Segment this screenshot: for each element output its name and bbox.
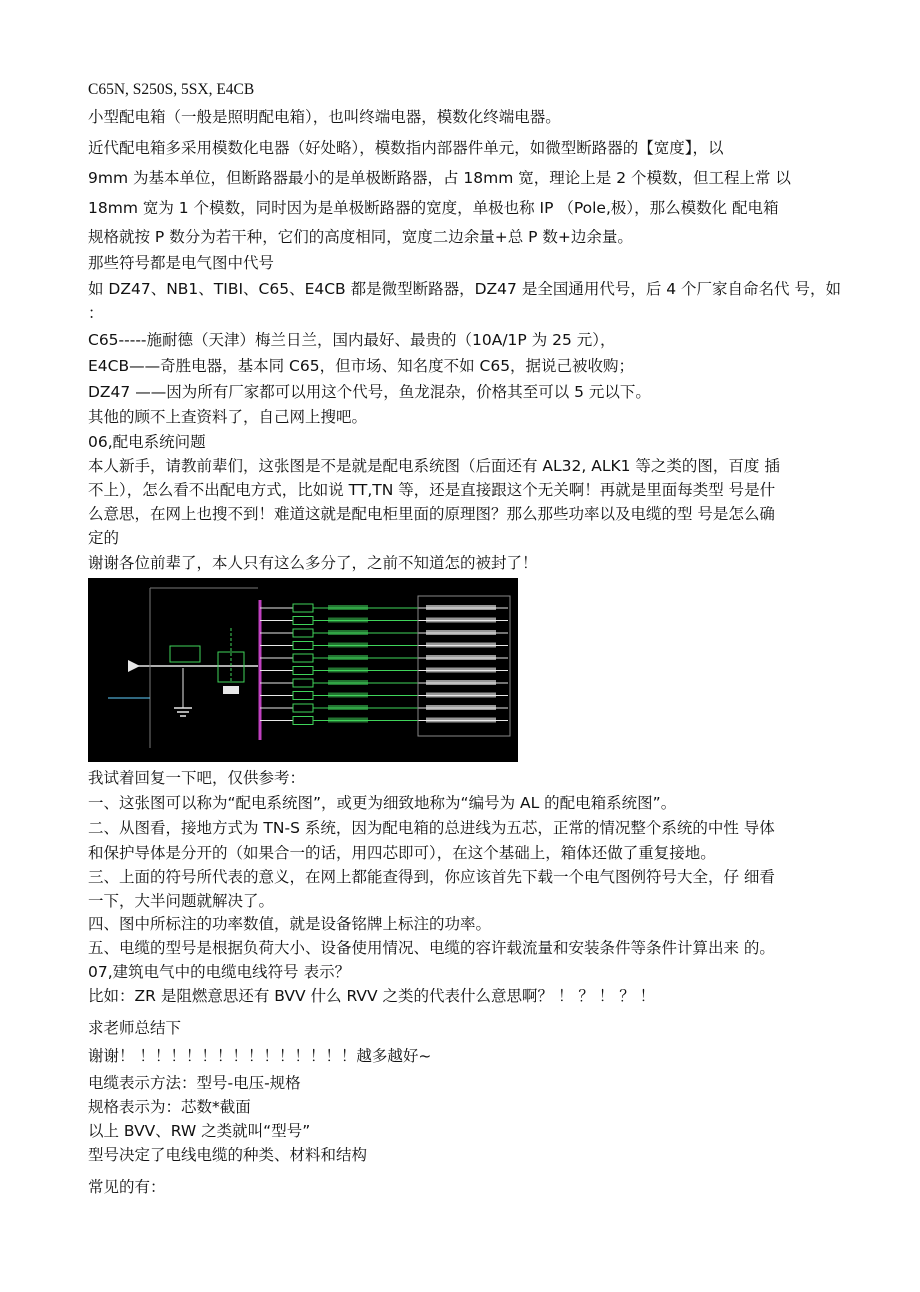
- label-block: [223, 686, 239, 694]
- branch-desc-block-7: [426, 680, 496, 685]
- text-line-26: 四、图中所标注的功率数值，就是设备铭牌上标注的功率。: [88, 915, 492, 933]
- branch-desc-block-5: [426, 655, 496, 660]
- branch-breaker-3: [293, 629, 313, 637]
- branch-label-block-3: [328, 630, 368, 635]
- text-line-18: 定的: [88, 529, 120, 547]
- text-line-21: 一、这张图可以称为“配电系统图”，或更为细致地称为“编号为 AL 的配电箱系统图”。: [88, 794, 677, 812]
- branch-label-block-4: [328, 643, 368, 648]
- text-line-13: 其他的顾不上查资料了，自己网上搜吧。: [88, 408, 368, 426]
- text-line-34: 以上 BVV、RW 之类就叫“型号”: [88, 1122, 311, 1140]
- text-line-6: 规格就按 P 数分为若干种，它们的高度相同，宽度二边余量+总 P 数+边余量。: [88, 228, 633, 246]
- branch-label-block-6: [328, 668, 368, 673]
- text-line-29: 比如：ZR 是阻燃意思还有 BVV 什么 RVV 之类的代表什么意思啊？ ！ ？ ！ ？ ！: [88, 987, 656, 1005]
- text-line-36: 常见的有：: [88, 1178, 166, 1196]
- text-line-8: 如 DZ47、NB1、TIBI、C65、E4CB 都是微型断路器，DZ47 是全国通用代号，后 4 个厂家自命名代 号，如: [88, 280, 841, 298]
- text-line-16: 不上），怎么看不出配电方式，比如说 TT,TN 等，还是直接跟这个无关啊！再就是里面每类型 号是什: [88, 481, 776, 499]
- text-line-2: 小型配电箱（一般是照明配电箱），也叫终端电器，模数化终端电器。: [88, 108, 561, 126]
- text-line-9: ：: [88, 304, 104, 322]
- branch-label-block-2: [328, 618, 368, 623]
- text-line-31: 谢谢！ ！！！！！！！！！！！！！！越多越好~: [88, 1047, 432, 1065]
- branch-label-block-10: [328, 718, 368, 723]
- text-line-7: 那些符号都是电气图中代号: [88, 254, 275, 272]
- branch-desc-block-3: [426, 630, 496, 635]
- branch-breaker-7: [293, 679, 313, 687]
- text-line-27: 五、电缆的型号是根据负荷大小、设备使用情况、电缆的容许载流量和安装条件等条件计算出来 的。: [88, 939, 775, 957]
- distribution-system-diagram: [88, 578, 518, 762]
- text-line-4: 9mm 为基本单位，但断路器最小的是单极断路器，占 18mm 宽，理论上是 2 个模数，但工程上常 以: [88, 169, 791, 187]
- branch-breaker-5: [293, 654, 313, 662]
- text-line-19: 谢谢各位前辈了，本人只有这么多分了，之前不知道怎的被封了！: [88, 554, 538, 572]
- text-line-25: 一下，大半问题就解决了。: [88, 892, 275, 910]
- branch-label-block-1: [328, 605, 368, 610]
- branch-label-block-5: [328, 655, 368, 660]
- text-line-32: 电缆表示方法：型号-电压-规格: [88, 1074, 301, 1092]
- branch-table-frame: [418, 596, 510, 736]
- text-line-24: 三、上面的符号所代表的意义，在网上都能查得到，你应该首先下载一个电气图例符号大全，仔 细看: [88, 868, 775, 886]
- text-line-5: 18mm 宽为 1 个模数，同时因为是单极断路器的宽度，单极也称 IP （Pole,极），那么模数化 配电箱: [88, 199, 779, 217]
- main-breaker-box: [170, 646, 200, 662]
- diagram-canvas: [88, 578, 518, 762]
- text-line-3: 近代配电箱多采用模数化电器（好处略），模数指内部器件单元，如微型断路器的【宽度】，以: [88, 139, 724, 157]
- text-line-14: 06,配电系统问题: [88, 433, 206, 451]
- branch-desc-block-9: [426, 705, 496, 710]
- text-line-22: 二、从图看，接地方式为 TN-S 系统，因为配电箱的总进线为五芯，正常的情况整个系统的中性 导体: [88, 819, 775, 837]
- text-line-35: 型号决定了电线电缆的种类、材料和结构: [88, 1146, 368, 1164]
- branch-breaker-9: [293, 704, 313, 712]
- branch-desc-block-1: [426, 605, 496, 610]
- branch-breaker-8: [293, 692, 313, 700]
- text-line-20: 我试着回复一下吧，仅供参考：: [88, 769, 306, 787]
- text-line-30: 求老师总结下: [88, 1019, 182, 1037]
- feeder-arrow-icon: [128, 660, 140, 672]
- branch-breaker-2: [293, 617, 313, 625]
- text-line-33: 规格表示为：芯数*截面: [88, 1098, 251, 1116]
- text-line-11: E4CB——奇胜电器，基本同 C65，但市场、知名度不如 C65，据说己被收购；: [88, 357, 635, 375]
- text-line-17: 么意思，在网上也搜不到！难道这就是配电柜里面的原理图？那么那些功率以及电缆的型 号是怎么确: [88, 505, 775, 523]
- branch-desc-block-2: [426, 618, 496, 623]
- text-line-28: 07,建筑电气中的电缆电线符号 表示？: [88, 963, 351, 981]
- text-line-23: 和保护导体是分开的（如果合一的话，用四芯即可），在这个基础上，箱体还做了重复接地。: [88, 844, 716, 862]
- branch-label-block-9: [328, 705, 368, 710]
- branch-desc-block-6: [426, 668, 496, 673]
- branch-breaker-4: [293, 642, 313, 650]
- branch-label-block-8: [328, 693, 368, 698]
- text-line-10: C65-----施耐德（天津）梅兰日兰，国内最好、最贵的（10A/1P 为 25 元），: [88, 331, 616, 349]
- branch-breaker-6: [293, 667, 313, 675]
- branch-label-block-7: [328, 680, 368, 685]
- text-line-1: C65N, S250S, 5SX, E4CB: [88, 81, 255, 98]
- branch-desc-block-8: [426, 693, 496, 698]
- text-line-15: 本人新手，请教前辈们，这张图是不是就是配电系统图（后面还有 AL32, ALK1 等之类的图，百度 插: [88, 457, 780, 475]
- branch-desc-block-10: [426, 718, 496, 723]
- branch-desc-block-4: [426, 643, 496, 648]
- branch-breaker-10: [293, 717, 313, 725]
- text-line-12: DZ47 ——因为所有厂家都可以用这个代号，鱼龙混杂，价格其至可以 5 元以下。: [88, 383, 651, 401]
- meter-box: [218, 652, 244, 682]
- branch-breaker-1: [293, 604, 313, 612]
